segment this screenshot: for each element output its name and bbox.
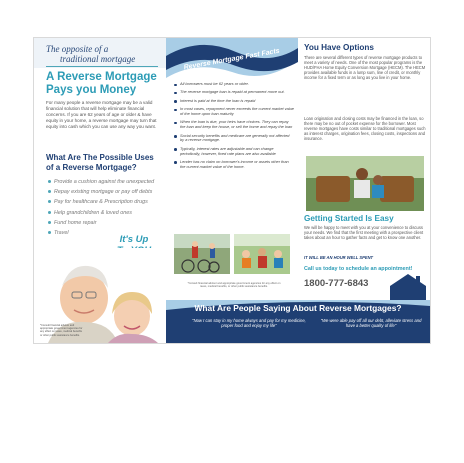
main-title [46, 71, 166, 97]
list-item: Social security benefits and medicare are generally not affected by a reverse mortgage. [174, 134, 294, 144]
bullet-icon [48, 200, 51, 203]
use-text: Pay for healthcare & Prescription drugs [54, 199, 148, 206]
phone-number[interactable]: 1800-777-6843 [304, 278, 369, 289]
list-item: In most cases, repayment never exceeds the current market value of the home upon loan maturity [174, 107, 294, 117]
use-text: Fund home repair [54, 219, 97, 226]
main-title-line-2: Pays you Money [46, 84, 137, 96]
use-text: Help grandchildren & loved ones [54, 209, 132, 216]
its-up-line-1: It's Up [119, 234, 149, 245]
list-item [48, 177, 164, 187]
hour-well-spent: IT WILL BE AN HOUR WELL SPENT [304, 255, 374, 260]
getting-started-paragraph: We will be happy to meet with you at your convenience to discuss your needs. We find that the first meeting with a prospective client takes about an hour to gather facts and get to know one another. [304, 225, 424, 240]
appointment-callout: Call us today to schedule an appointment! [304, 266, 413, 272]
opposite-line-2: traditional mortgage [60, 54, 136, 64]
bullet-icon [48, 231, 51, 234]
list-item [48, 187, 164, 197]
list-item: Lender has no claim on borrower's income or assets other than the current market value of the home. [174, 160, 294, 170]
options-paragraph: There are several different types of reverse mortgage products to meet a variety of needs. One of the most popular programs is the HUD/FHA Home Equity Conversion Mortgage (HECM). The HECM provides available funds in a lump sum, line of credit, or monthly income for a fixed term or as long as you live in your home. [304, 55, 426, 80]
uses-heading-line-1: What Are The Possible Uses [46, 153, 154, 162]
getting-started-heading: Getting Started Is Easy [304, 214, 394, 223]
uses-heading-line-2: of a Reverse Mortgage? [46, 162, 137, 172]
opposite-tagline [46, 44, 135, 64]
fast-facts-banner-text: Reverse Mortgage Fast Facts [183, 47, 281, 72]
list-item: Interest is paid at the time the loan is repaid [174, 99, 294, 104]
middle-fine-print: *Consult financial advisor and appropriate government agencies for any effect on taxes, medical benefits, or other public assistance benefits. [187, 282, 281, 289]
list-item [48, 197, 164, 207]
list-item: When the loan is due, your heirs have choices. They can repay the loan and keep the house, or sell the home and repay the loan [174, 120, 294, 130]
testimonial-quote-2: "We were able pay off all our debt, alleviate stress and have a better quality of life" [320, 318, 422, 329]
uses-heading [46, 153, 162, 172]
costs-paragraph: Loan origination and closing costs may be financed in the loan, so there may be no out of pocket expense for the borrower. Most reverse mortgages have costs similar to traditional mortgages such as interest charges, origination fees, closing costs, inspections and insurance. [304, 116, 426, 141]
use-text: Travel [54, 230, 69, 237]
bullet-icon [48, 211, 51, 214]
use-text: Repay existing mortgage or pay off debts [54, 189, 153, 196]
list-item: All borrowers must be 62 years or older. [174, 82, 294, 87]
bullet-icon [48, 180, 51, 183]
uses-list [48, 177, 164, 238]
list-item [48, 218, 164, 228]
family-picnic-photo [234, 234, 290, 274]
bullet-icon [48, 221, 51, 224]
intro-paragraph: For many people a reverse mortgage may be a valid financial solution that will help eliminate financial concerns. If you are 62 years of age or older & have equity in your home, a reverse mortgage may turn that equity into cash which you can use any way you want. [46, 100, 157, 129]
fast-facts-list [174, 82, 294, 173]
house-icon [388, 272, 428, 300]
bike-ride-photo [174, 234, 230, 274]
list-item: The reverse mortgage loan is repaid at permanent move out. [174, 90, 294, 95]
options-heading: You Have Options [304, 43, 374, 52]
divider [46, 66, 158, 67]
testimonial-heading: What Are People Saying About Reverse Mortgages? [194, 303, 402, 313]
testimonial-quote-1: "Now I can stay in my home always and pay for my medicine, proper food and enjoy my life" [192, 318, 306, 329]
brochure [34, 38, 430, 343]
grandparent-child-photo [306, 156, 424, 211]
left-fine-print: *Consult financial advisor and appropriate government agencies for any effect on taxes, medical benefits or other public assistance benefits. [40, 324, 83, 337]
list-item: Typically, interest rates are adjustable and can change periodically, however, fixed rate plans are also available [174, 147, 294, 157]
fast-facts-banner [166, 38, 298, 86]
list-item [48, 208, 164, 218]
opposite-line-1: The opposite of a [46, 44, 109, 54]
main-title-line-1: A Reverse Mortgage [46, 71, 157, 83]
bullet-icon [48, 190, 51, 193]
testimonial-band [166, 300, 430, 343]
left-panel [34, 38, 166, 343]
use-text: Provide a cushion against the unexpected [54, 179, 155, 185]
